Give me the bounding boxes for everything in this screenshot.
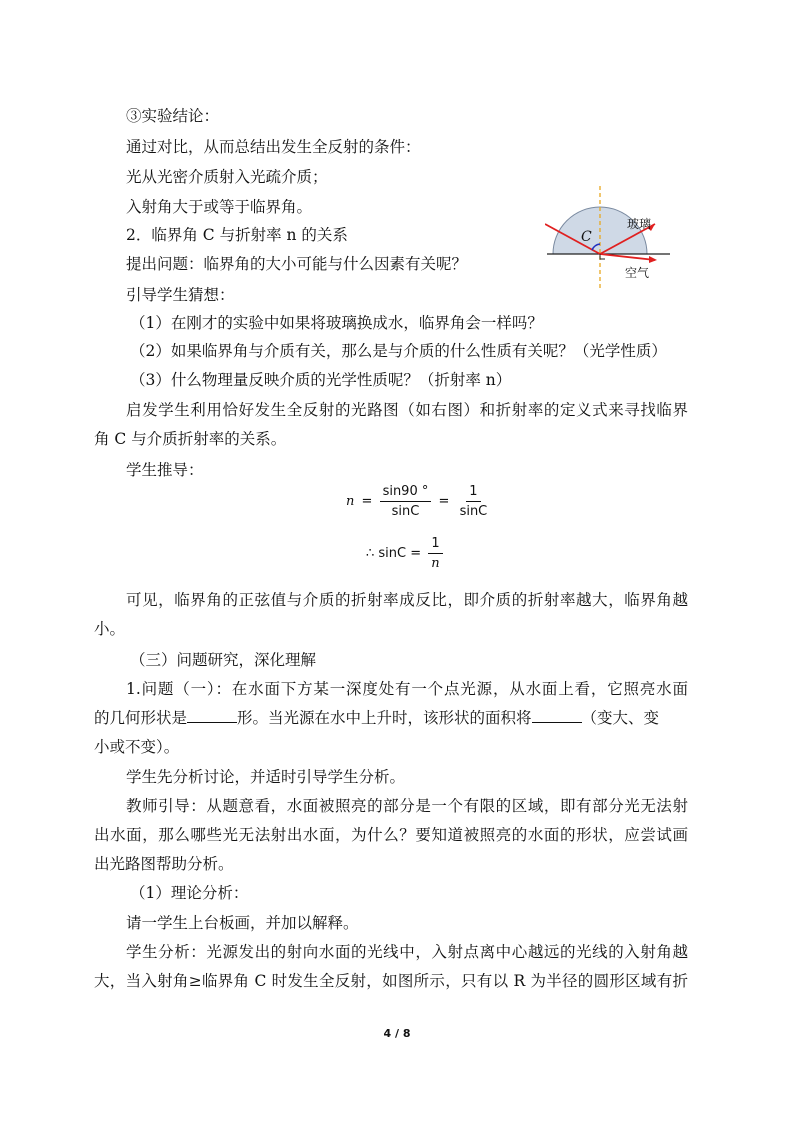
paragraph: 请一学生上台板画，并加以解释。	[126, 914, 359, 932]
paragraph: ③实验结论：	[126, 107, 220, 125]
formula-critical-angle	[366, 536, 443, 571]
formula-equals: =	[361, 494, 373, 509]
label-c: C	[581, 229, 592, 245]
refracted-ray	[600, 254, 655, 260]
formula-refractive-index	[346, 484, 490, 519]
paragraph: 光从光密介质射入光疏介质；	[126, 168, 328, 186]
paragraph: 通过对比，从而总结出发生全反射的条件：	[126, 138, 421, 156]
paragraph: 提出问题：临界角的大小可能与什么因素有关呢？	[126, 255, 468, 273]
paragraph: 小或不变）。	[94, 738, 180, 756]
fraction-numerator: sin90 °	[380, 484, 432, 502]
text-segment: 的几何形状是	[94, 709, 188, 727]
text-segment: 形。当光源在水中上升时，该形状的面积将	[237, 709, 532, 727]
paragraph: 启发学生利用恰好发生全反射的光路图（如右图）和折射率的定义式来寻找临界	[126, 401, 688, 419]
paragraph: 学生推导：	[126, 461, 204, 479]
paragraph: 可见，临界角的正弦值与介质的折射率成反比，即介质的折射率越大，临界角越	[126, 591, 688, 609]
list-item: （2）如果临界角与介质有关，那么是与介质的什么性质有关呢？（光学性质）	[130, 342, 667, 360]
fraction-denominator: n	[431, 556, 440, 571]
paragraph: 学生分析：光源发出的射向水面的光线中，入射点离中心越远的光线的入射角越	[126, 943, 688, 961]
fraction-sin90	[380, 484, 432, 519]
section-heading: （三）问题研究，深化理解	[130, 651, 317, 669]
formula-equals: =	[438, 494, 450, 509]
paragraph: 角 C 与介质折射率的关系。	[94, 430, 287, 448]
list-item: （3）什么物理量反映介质的光学性质呢？（折射率 n）	[130, 371, 512, 389]
fraction-numerator: 1	[428, 536, 442, 554]
fraction-numerator: 1	[466, 484, 480, 502]
formula-therefore: ∴ sinC =	[366, 546, 422, 561]
text-segment: （变大、变	[581, 709, 660, 727]
paragraph: 入射角大于或等于临界角。	[126, 198, 313, 216]
page-number: 4 / 8	[383, 1027, 411, 1040]
fraction-denominator: sinC	[459, 504, 488, 519]
paragraph: 出光路图帮助分析。	[94, 855, 234, 873]
paragraph: 1.问题（一）：在水面下方某一深度处有一个点光源，从水面上看，它照亮水面	[126, 680, 688, 698]
answer-blank	[532, 707, 582, 723]
total-reflection-diagram	[545, 186, 675, 291]
formula-n: n	[346, 494, 355, 509]
paragraph: 教师引导：从题意看，水面被照亮的部分是一个有限的区域，即有部分光无法射	[126, 797, 688, 815]
list-item: （1）理论分析：	[130, 884, 249, 902]
paragraph: 学生先分析讨论，并适时引导学生分析。	[126, 768, 406, 786]
arrow-icon	[649, 256, 657, 263]
section-heading: 2．临界角 C 与折射率 n 的关系	[126, 226, 348, 244]
paragraph: 引导学生猜想：	[126, 286, 235, 304]
label-glass: 玻璃	[627, 217, 652, 231]
label-air: 空气	[625, 266, 650, 280]
fraction-one-over-sinc	[457, 484, 491, 519]
paragraph-with-blanks	[94, 707, 659, 729]
list-item: （1）在刚才的实验中如果将玻璃换成水，临界角会一样吗？	[130, 314, 543, 332]
paragraph: 小。	[94, 620, 126, 638]
paragraph: 大，当入射角≥临界角 C 时发生全反射，如图所示，只有以 R 为半径的圆形区域有折	[94, 972, 688, 990]
fraction-denominator: sinC	[391, 504, 420, 519]
paragraph: 出水面，那么哪些光无法射出水面，为什么？要知道被照亮的水面的形状，应尝试画	[94, 826, 688, 844]
answer-blank	[187, 707, 237, 723]
fraction-one-over-n	[428, 536, 442, 571]
